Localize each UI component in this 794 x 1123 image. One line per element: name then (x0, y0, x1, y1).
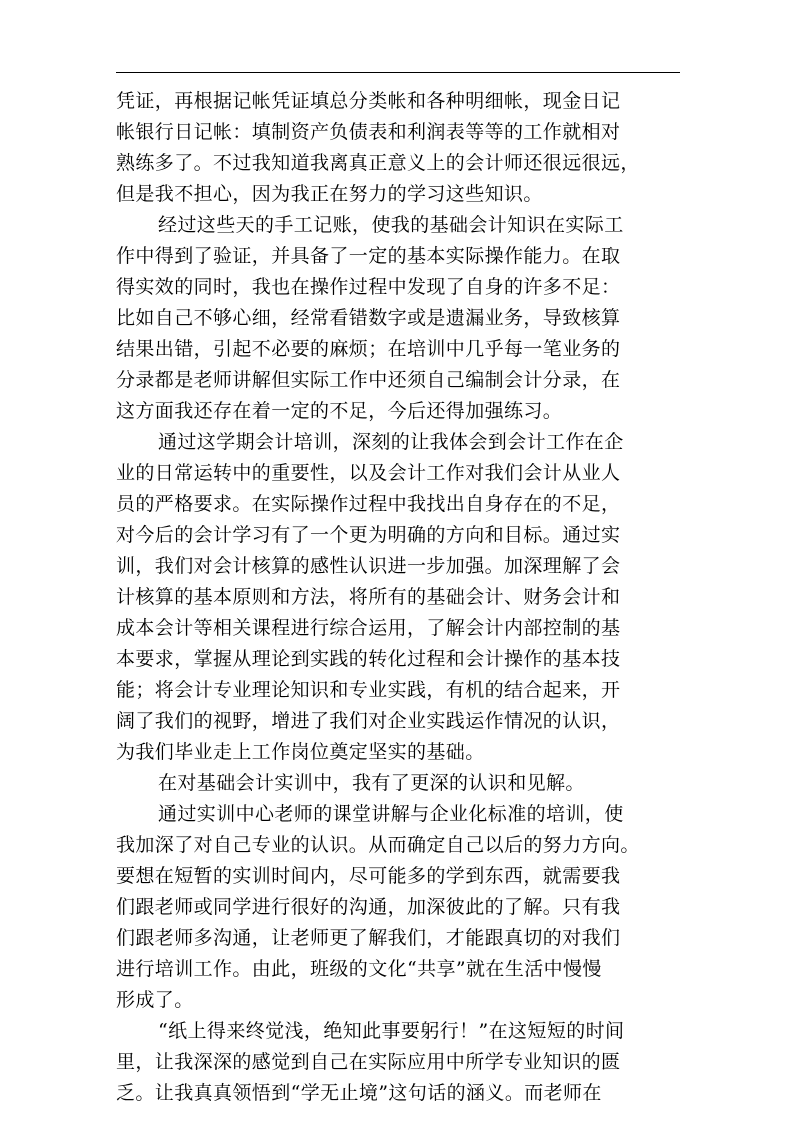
text-line: 形成了。 (116, 989, 194, 1011)
text-line: 分录都是老师讲解但实际工作中还须自己编制会计分录，在 (116, 369, 621, 391)
text-line: 训，我们对会计核算的感性认识进一步加强。加深理解了会 (116, 555, 621, 577)
text-line: 但是我不担心，因为我正在努力的学习这些知识。 (116, 183, 543, 205)
text-line: 能；将会计专业理论知识和专业实践，有机的结合起来，开 (116, 679, 621, 701)
text-line: 业的日常运转中的重要性，以及会计工作对我们会计从业人 (116, 462, 621, 484)
text-line: 员的严格要求。在实际操作过程中我找出自身存在的不足， (116, 493, 621, 515)
text-line: 比如自己不够心细，经常看错数字或是遗漏业务，导致核算 (116, 307, 621, 329)
text-line: 凭证，再根据记帐凭证填总分类帐和各种明细帐，现金日记 (116, 90, 621, 112)
text-line: 得实效的同时，我也在操作过程中发现了自身的许多不足： (116, 276, 621, 298)
header-rule (116, 72, 680, 73)
text-line: 通过这学期会计培训，深刻的让我体会到会计工作在企 (158, 431, 624, 453)
text-line: 们跟老师或同学进行很好的沟通，加深彼此的了解。只有我 (116, 896, 621, 918)
text-line: 进行培训工作。由此，班级的文化“共享”就在生活中慢慢 (116, 958, 602, 980)
text-line: 本要求，掌握从理论到实践的转化过程和会计操作的基本技 (116, 648, 621, 670)
text-line: 要想在短暂的实训时间内，尽可能多的学到东西，就需要我 (116, 865, 621, 887)
text-line: 乏。让我真真领悟到“学无止境”这句话的涵义。而老师在 (116, 1082, 602, 1104)
text-line: 我加深了对自己专业的认识。从而确定自己以后的努力方向。 (116, 834, 640, 856)
text-line: 对今后的会计学习有了一个更为明确的方向和目标。通过实 (116, 524, 621, 546)
text-line: 这方面我还存在着一定的不足，今后还得加强练习。 (116, 400, 563, 422)
document-body (116, 86, 664, 1109)
text-line: 计核算的基本原则和方法，将所有的基础会计、财务会计和 (116, 586, 621, 608)
text-line: 帐银行日记帐：填制资产负债表和利润表等等的工作就相对 (116, 121, 621, 143)
text-line: 经过这些天的手工记账，使我的基础会计知识在实际工 (158, 214, 624, 236)
text-line: 阔了我们的视野，增进了我们对企业实践运作情况的认识， (116, 710, 621, 732)
text-line: 在对基础会计实训中，我有了更深的认识和见解。 (158, 772, 585, 794)
text-line: 作中得到了验证，并具备了一定的基本实际操作能力。在取 (116, 245, 621, 267)
text-line: 结果出错，引起不必要的麻烦；在培训中几乎每一笔业务的 (116, 338, 621, 360)
text-line: 成本会计等相关课程进行综合运用，了解会计内部控制的基 (116, 617, 621, 639)
text-line: 为我们毕业走上工作岗位奠定坚实的基础。 (116, 741, 485, 763)
text-line: 通过实训中心老师的课堂讲解与企业化标准的培训，使 (158, 803, 624, 825)
text-line: 熟练多了。不过我知道我离真正意义上的会计师还很远很远， (116, 152, 640, 174)
text-line: 里，让我深深的感觉到自己在实际应用中所学专业知识的匮 (116, 1051, 621, 1073)
text-line: 们跟老师多沟通，让老师更了解我们，才能跟真切的对我们 (116, 927, 621, 949)
text-line: “纸上得来终觉浅，绝知此事要躬行！”在这短短的时间 (158, 1020, 625, 1042)
